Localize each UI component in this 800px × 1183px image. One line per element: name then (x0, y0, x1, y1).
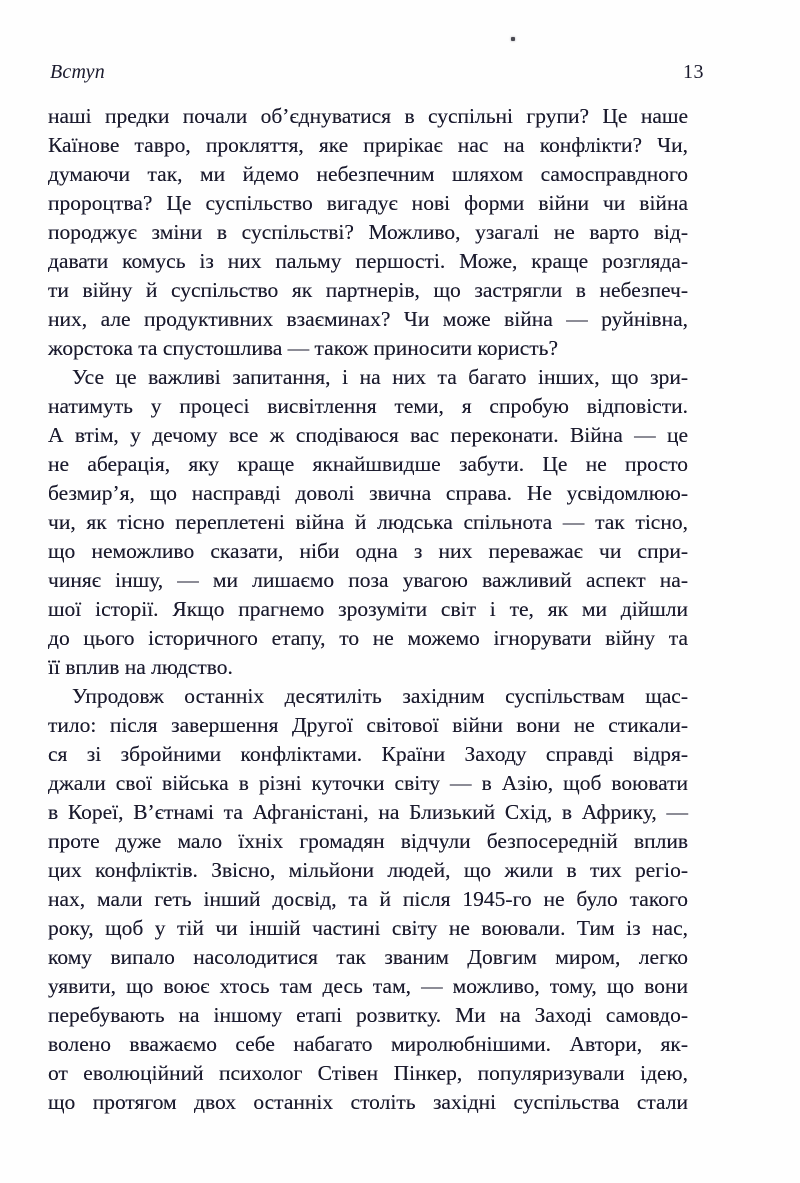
text-line: уявити, що воює хтось там десь там, — можливо, тому, що вони (48, 974, 688, 998)
running-title: Вступ (50, 61, 105, 83)
text-line: що неможливо сказати, ніби одна з них переважає чи спри- (48, 539, 688, 563)
text-line: давати комусь із них пальму першості. Може, краще розгляда- (48, 249, 688, 273)
text-line: Усе це важливі запитання, і на них та багато інших, що зри- (72, 365, 688, 389)
scan-speck-icon (511, 37, 515, 41)
text-line: шої історії. Якщо прагнемо зрозуміти світ і те, як ми дійшли (48, 597, 688, 621)
text-line: наші предки почали об’єднуватися в суспільні групи? Це наше (48, 104, 688, 128)
text-line: ся зі збройними конфліктами. Країни Заходу справді відря- (48, 742, 688, 766)
text-column (48, 102, 688, 1117)
text-line: в Кореї, В’єтнамі та Афганістані, на Близький Схід, в Африку, — (48, 800, 688, 824)
text-line: Каїнове тавро, прокляття, яке прирікає нас на конфлікти? Чи, (48, 133, 688, 157)
text-line: її вплив на людство. (48, 655, 233, 679)
text-line: безмир’я, що насправді доволі звична справа. Не усвідомлюю- (48, 481, 688, 505)
page-number: 13 (683, 61, 704, 83)
text-line: нах, мали геть інший досвід, та й після 1945-го не було такого (48, 887, 688, 911)
text-line: кому випало насолодитися так званим Довгим миром, легко (48, 945, 688, 969)
text-line: чи, як тісно переплетені війна й людська спільнота — так тісно, (48, 510, 688, 534)
running-header (50, 61, 704, 84)
text-line: року, щоб у тій чи іншій частині світу не воювали. Тим із нас, (48, 916, 688, 940)
text-line: пророцтва? Це суспільство вигадує нові форми війни чи війна (48, 191, 688, 215)
text-line: чиняє іншу, — ми лишаємо поза увагою важливий аспект на- (48, 568, 688, 592)
text-line: проте дуже мало їхніх громадян відчули безпосередній вплив (48, 829, 688, 853)
text-line: що протягом двох останніх століть західні суспільства стали (48, 1090, 688, 1114)
text-line: А втім, у дечому все ж сподіваюся вас переконати. Війна — це (48, 423, 688, 447)
text-line: перебувають на іншому етапі розвитку. Ми на Заході самовдо- (48, 1003, 688, 1027)
text-line: ти війну й суспільство як партнерів, що застрягли в небезпеч- (48, 278, 688, 302)
text-line: жорстока та спустошлива — також приносити користь? (48, 336, 559, 360)
text-line: породжує зміни в суспільстві? Можливо, узагалі не варто від- (48, 220, 688, 244)
text-line: Упродовж останніх десятиліть західним суспільствам щас- (72, 684, 688, 708)
text-line: до цього історичного етапу, то не можемо ігнорувати війну та (48, 626, 688, 650)
text-line: не аберація, яку краще якнайшвидше забути. Це не просто (48, 452, 688, 476)
text-line: джали свої війська в різні куточки світу — в Азію, щоб воювати (48, 771, 688, 795)
text-line: думаючи так, ми йдемо небезпечним шляхом самосправдного (48, 162, 688, 186)
text-line: натимуть у процесі висвітлення теми, я спробую відповісти. (48, 394, 688, 418)
text-line: волено вважаємо себе набагато миролюбнішими. Автори, як- (48, 1032, 688, 1056)
text-line: тило: після завершення Другої світової війни вони не стикали- (48, 713, 688, 737)
text-line: от еволюційний психолог Стівен Пінкер, популяризували ідею, (48, 1061, 688, 1085)
text-line: них, але продуктивних взаєминах? Чи може війна — руйнівна, (48, 307, 688, 331)
text-line: цих конфліктів. Звісно, мільйони людей, що жили в тих регіо- (48, 858, 688, 882)
